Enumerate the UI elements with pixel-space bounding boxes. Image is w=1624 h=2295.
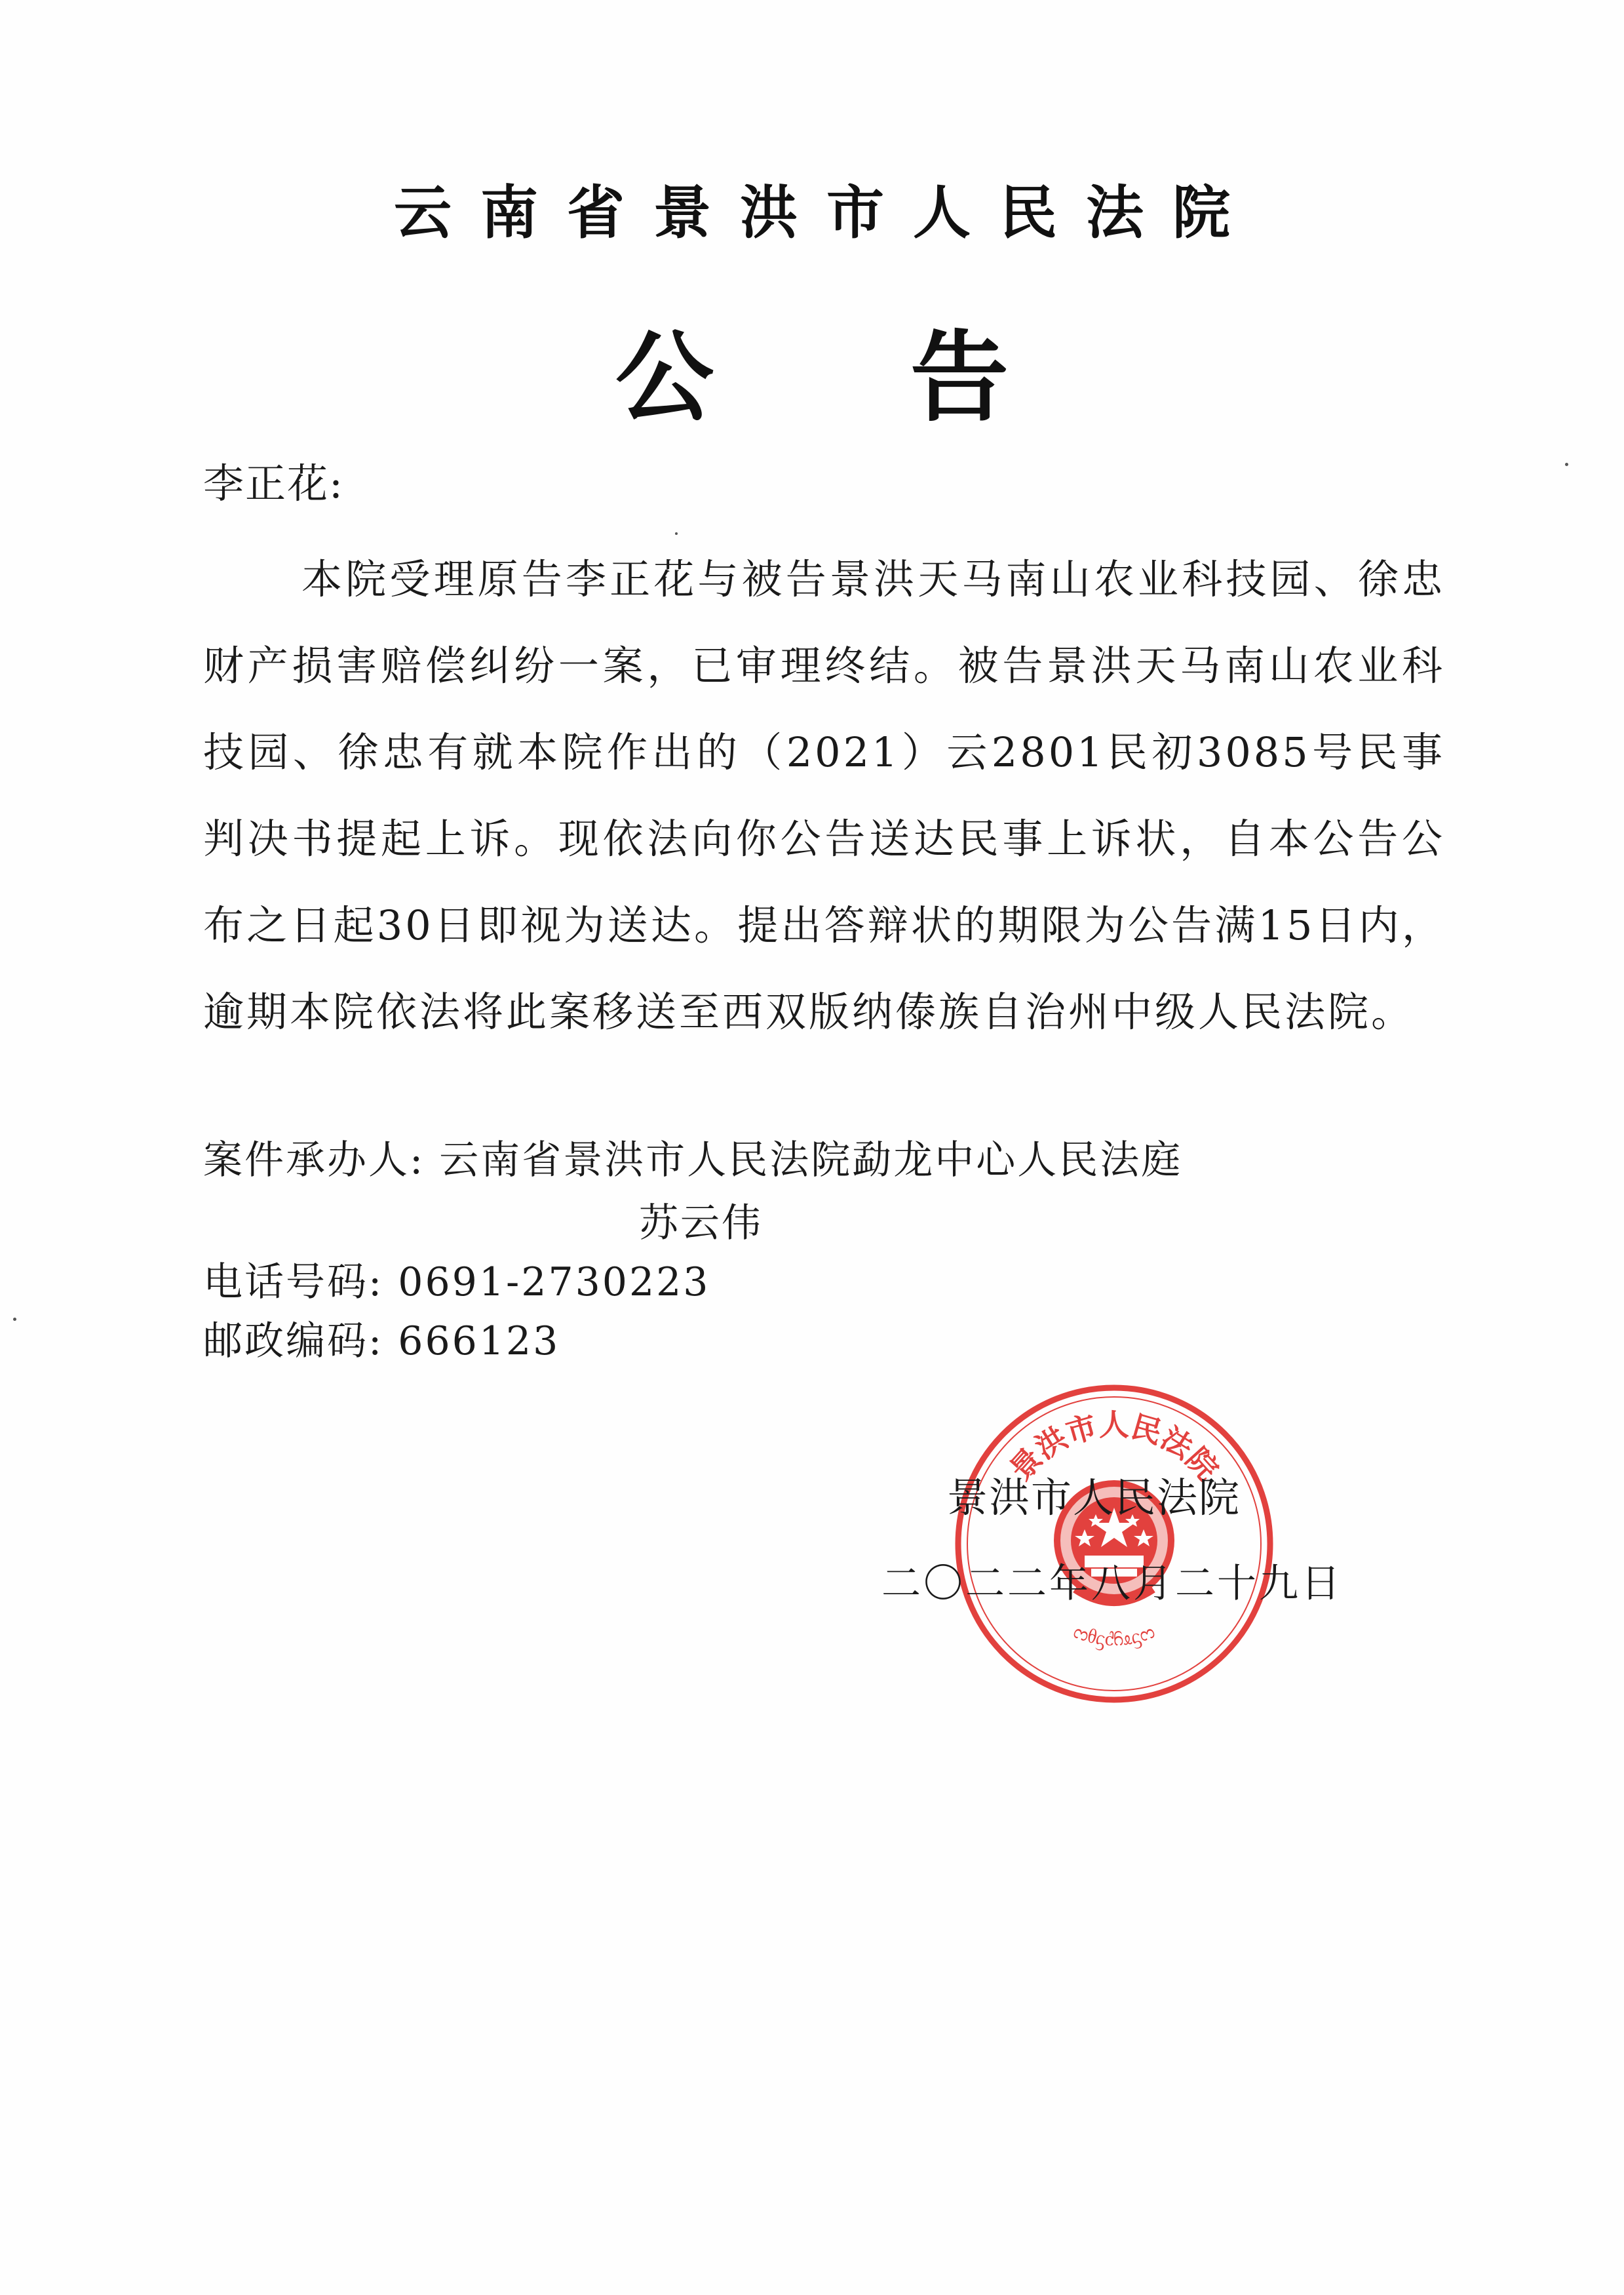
phone-label: 电话号码: xyxy=(203,1259,384,1305)
phone-number: 0691-2730223 xyxy=(398,1259,710,1305)
scan-speck xyxy=(1565,463,1568,466)
handler-unit: 云南省景洪市人民法院勐龙中心人民法庭 xyxy=(439,1137,1183,1183)
signature-date: 二〇二二年八月二十九日 xyxy=(881,1561,1343,1607)
phone-row xyxy=(203,1251,710,1307)
notice-body: 本院受理原告李正花与被告景洪天马南山农业科技园、徐忠财产损害赔偿纠纷一案，已审理终结。被告景洪天马南山农业科技园、徐忠有就本院作出的（2021）云2801民初3085号民事判决书提起上诉。现依法向你公告送达民事上诉状，自本公告公布之日起30日即视为送达。提出答辩状的期限为公告满15日内，逾期本院依法将此案移送至西双版纳傣族自治州中级人民法院。 xyxy=(203,555,1445,1036)
handler-row xyxy=(203,1129,1182,1185)
addressee: 李正花: xyxy=(203,460,344,507)
zip-row xyxy=(203,1310,560,1366)
handler-label: 案件承办人: xyxy=(203,1137,425,1183)
seal-text-path: 景洪市人民法院 xyxy=(1003,1407,1226,1487)
seal-script-text: ᦂᦲᦓᦺᦆᦸᦓᦂ xyxy=(1070,1620,1158,1651)
scan-speck xyxy=(675,532,678,535)
signature-court: 景洪市人民法院 xyxy=(947,1474,1241,1521)
scan-speck xyxy=(13,1318,16,1321)
court-name-heading: 云南省景洪市人民法院 xyxy=(393,178,1259,246)
court-seal-icon xyxy=(950,1380,1278,1708)
handler-name: 苏云伟 xyxy=(639,1200,763,1246)
zip-label: 邮政编码: xyxy=(203,1318,384,1364)
document-type-heading: 公告 xyxy=(615,320,1205,435)
zip-code: 666123 xyxy=(398,1318,560,1364)
